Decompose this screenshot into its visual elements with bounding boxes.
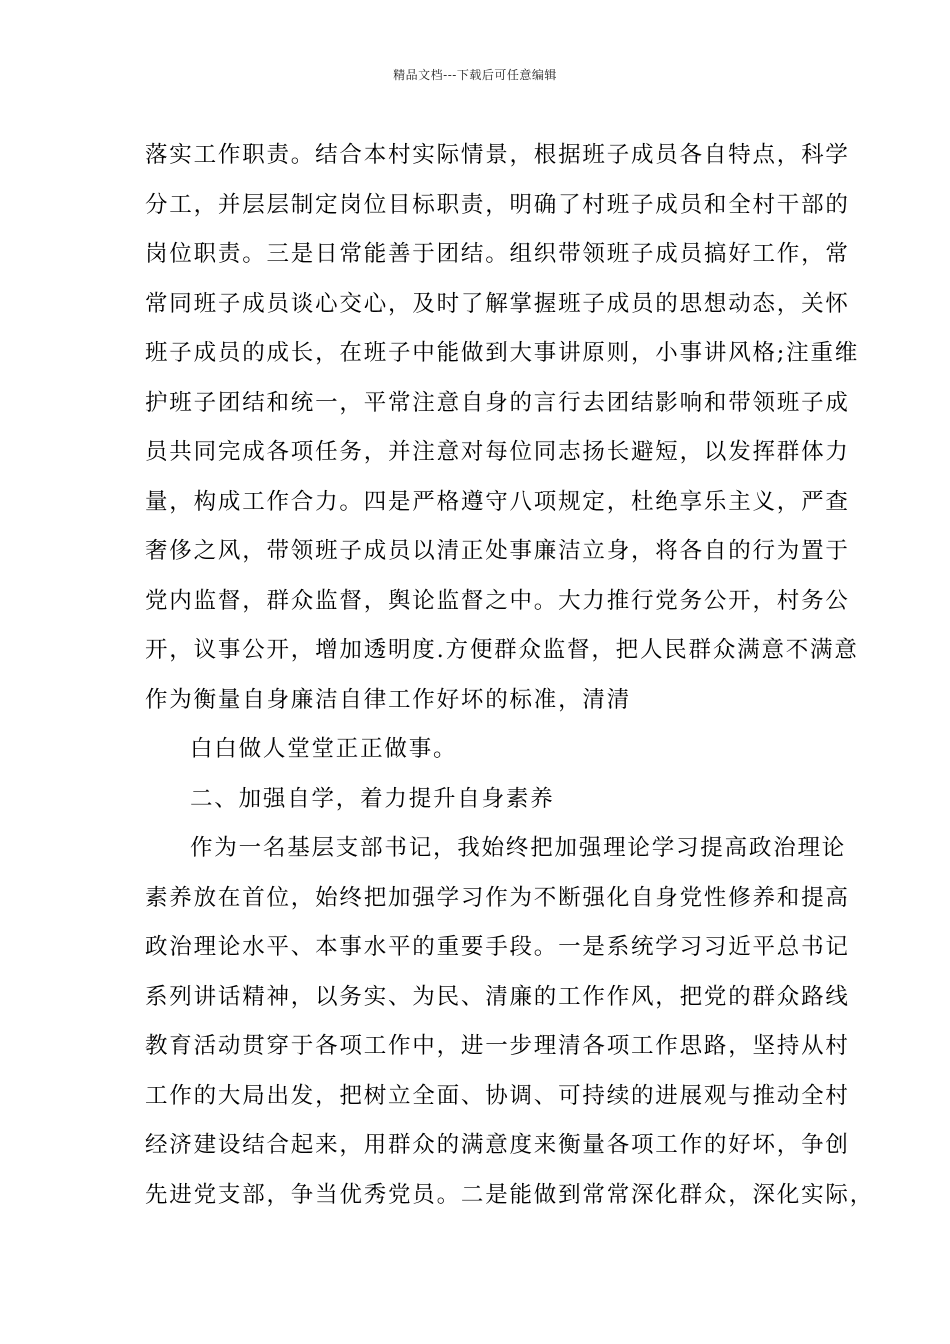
paragraph-first-line: 作为一名基层支部书记，我始终把加强理论学习提高政治理论 (190, 835, 847, 861)
text-line: 落实工作职责。结合本村实际情景，根据班子成员各自特点，科学 (145, 142, 850, 168)
text-line: 岗位职责。三是日常能善于团结。组织带领班子成员搞好工作，常 (145, 241, 850, 267)
text-line: 系列讲话精神，以务实、为民、清廉的工作作风，把党的群众路线 (145, 983, 850, 1010)
paragraph-line: 白白做人堂堂正正做事。 (190, 736, 458, 762)
text-line: 先进党支部，争当优秀党员。二是能做到常常深化群众，深化实际， (145, 1181, 875, 1208)
text-line: 奢侈之风，带领班子成员以清正处事廉洁立身，将各自的行为置于 (145, 538, 850, 564)
text-line: 经济建设结合起来，用群众的满意度来衡量各项工作的好坏，争创 (145, 1132, 850, 1158)
text-line: 作为衡量自身廉洁自律工作好坏的标准，清清 (145, 686, 632, 713)
text-line: 班子成员的成长，在班子中能做到大事讲原则，小事讲风格;注重维 (145, 340, 860, 366)
text-line: 常同班子成员谈心交心，及时了解掌握班子成员的思想动态，关怀 (145, 290, 850, 317)
text-line: 教育活动贯穿于各项工作中，进一步理清各项工作思路，坚持从村 (145, 1033, 850, 1059)
section-heading: 二、加强自学，着力提升自身素养 (190, 785, 555, 812)
text-line: 素养放在首位，始终把加强学习作为不断强化自身党性修养和提高 (145, 884, 850, 911)
text-line: 开，议事公开，增加透明度.方便群众监督，把人民群众满意不满意 (145, 637, 859, 663)
text-line: 党内监督，群众监督，舆论监督之中。大力推行党务公开，村务公 (145, 587, 850, 614)
text-line: 量，构成工作合力。四是严格遵守八项规定，杜绝享乐主义，严查 (145, 488, 850, 515)
text-line: 护班子团结和统一，平常注意自身的言行去团结影响和带领班子成 (145, 389, 850, 416)
text-line: 工作的大局出发，把树立全面、协调、可持续的进展观与推动全村 (145, 1082, 850, 1109)
document-body (145, 131, 875, 1220)
text-line: 员共同完成各项任务，并注意对每位同志扬长避短，以发挥群体力 (145, 439, 850, 465)
text-line: 政治理论水平、本事水平的重要手段。一是系统学习习近平总书记 (145, 934, 850, 960)
page-header: 精品文档---下载后可任意编辑 (393, 68, 557, 82)
text-line: 分工，并层层制定岗位目标职责，明确了村班子成员和全村干部的 (145, 191, 850, 218)
